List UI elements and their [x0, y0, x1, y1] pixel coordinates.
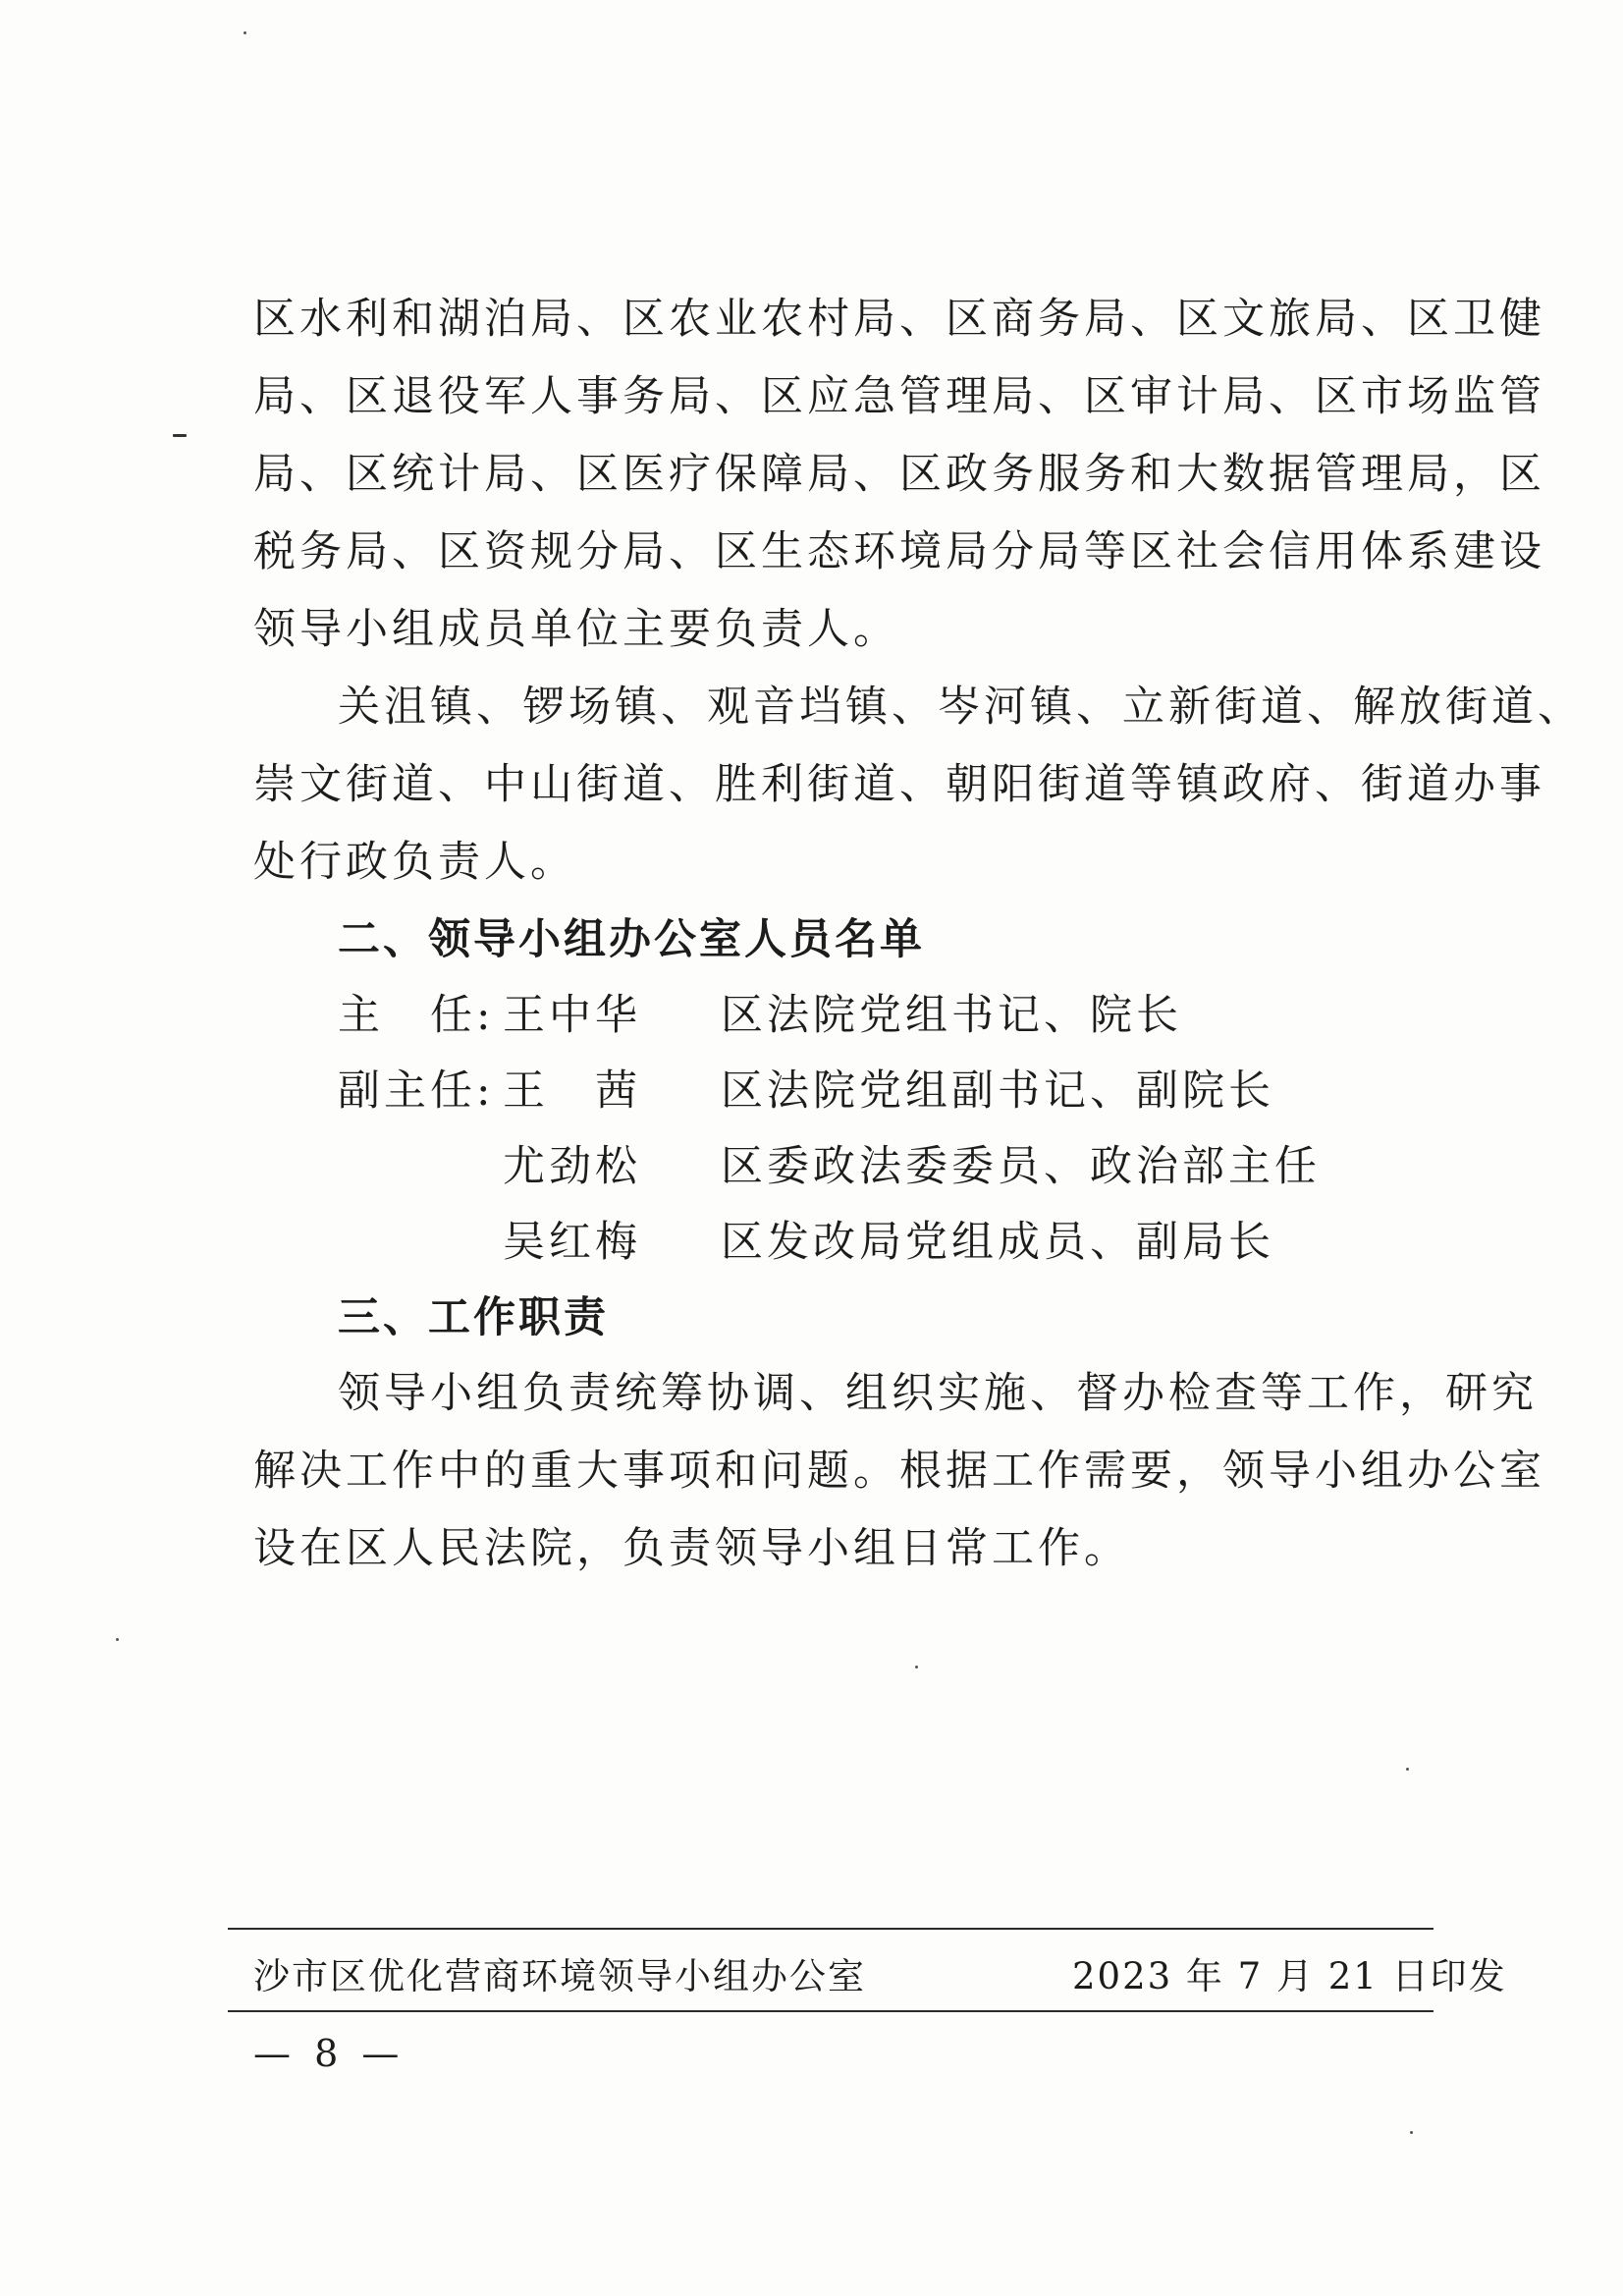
- page-number: — 8 —: [253, 2032, 406, 2075]
- member-title: 区发改局党组成员、副局长: [721, 1218, 1274, 1267]
- member-title: 区法院党组书记、院长: [721, 991, 1182, 1040]
- footer-date: 2023 年 7 月 21 日印发: [1072, 1955, 1507, 1997]
- body-line: 领导小组成员单位主要负责人。: [253, 605, 899, 654]
- duty-line: 解决工作中的重大事项和问题。根据工作需要，领导小组办公室: [253, 1447, 1545, 1496]
- towns-line: 处行政负责人。: [253, 838, 576, 887]
- member-name: 尤劲松: [503, 1142, 641, 1191]
- member-name: 王 茜: [503, 1066, 641, 1116]
- footer-top-rule: [228, 1928, 1434, 1930]
- body-line: 税务局、区资规分局、区生态环境局分局等区社会信用体系建设: [253, 527, 1545, 576]
- body-line: 局、区统计局、区医疗保障局、区政务服务和大数据管理局，区: [253, 450, 1545, 499]
- section-3-heading: 三、工作职责: [338, 1293, 609, 1342]
- member-role: 副主任:: [338, 1066, 495, 1116]
- member-title: 区委政法委委员、政治部主任: [721, 1142, 1321, 1191]
- footer-issuer: 沙市区优化营商环境领导小组办公室: [253, 1955, 866, 1997]
- towns-line: 崇文街道、中山街道、胜利街道、朝阳街道等镇政府、街道办事: [253, 760, 1545, 809]
- scan-speck: [1406, 1768, 1409, 1771]
- section-2-heading: 二、领导小组办公室人员名单: [338, 915, 925, 964]
- footer-bottom-rule: [228, 2010, 1434, 2012]
- member-role: 主 任:: [338, 991, 495, 1040]
- scan-speck: [116, 1638, 119, 1641]
- towns-line: 关沮镇、锣场镇、观音垱镇、岑河镇、立新街道、解放街道、: [338, 683, 1584, 732]
- member-title: 区法院党组副书记、副院长: [721, 1066, 1274, 1116]
- member-name: 吴红梅: [503, 1218, 641, 1267]
- duty-line: 领导小组负责统筹协调、组织实施、督办检查等工作，研究: [338, 1369, 1538, 1418]
- scan-speck: [243, 31, 246, 34]
- member-name: 王中华: [503, 991, 641, 1040]
- body-line: 区水利和湖泊局、区农业农村局、区商务局、区文旅局、区卫健: [253, 295, 1545, 344]
- scan-speck: [173, 434, 187, 437]
- body-line: 局、区退役军人事务局、区应急管理局、区审计局、区市场监管: [253, 372, 1545, 421]
- scan-speck: [1410, 2131, 1413, 2134]
- scan-speck: [915, 1666, 918, 1668]
- duty-line: 设在区人民法院，负责领导小组日常工作。: [253, 1524, 1130, 1573]
